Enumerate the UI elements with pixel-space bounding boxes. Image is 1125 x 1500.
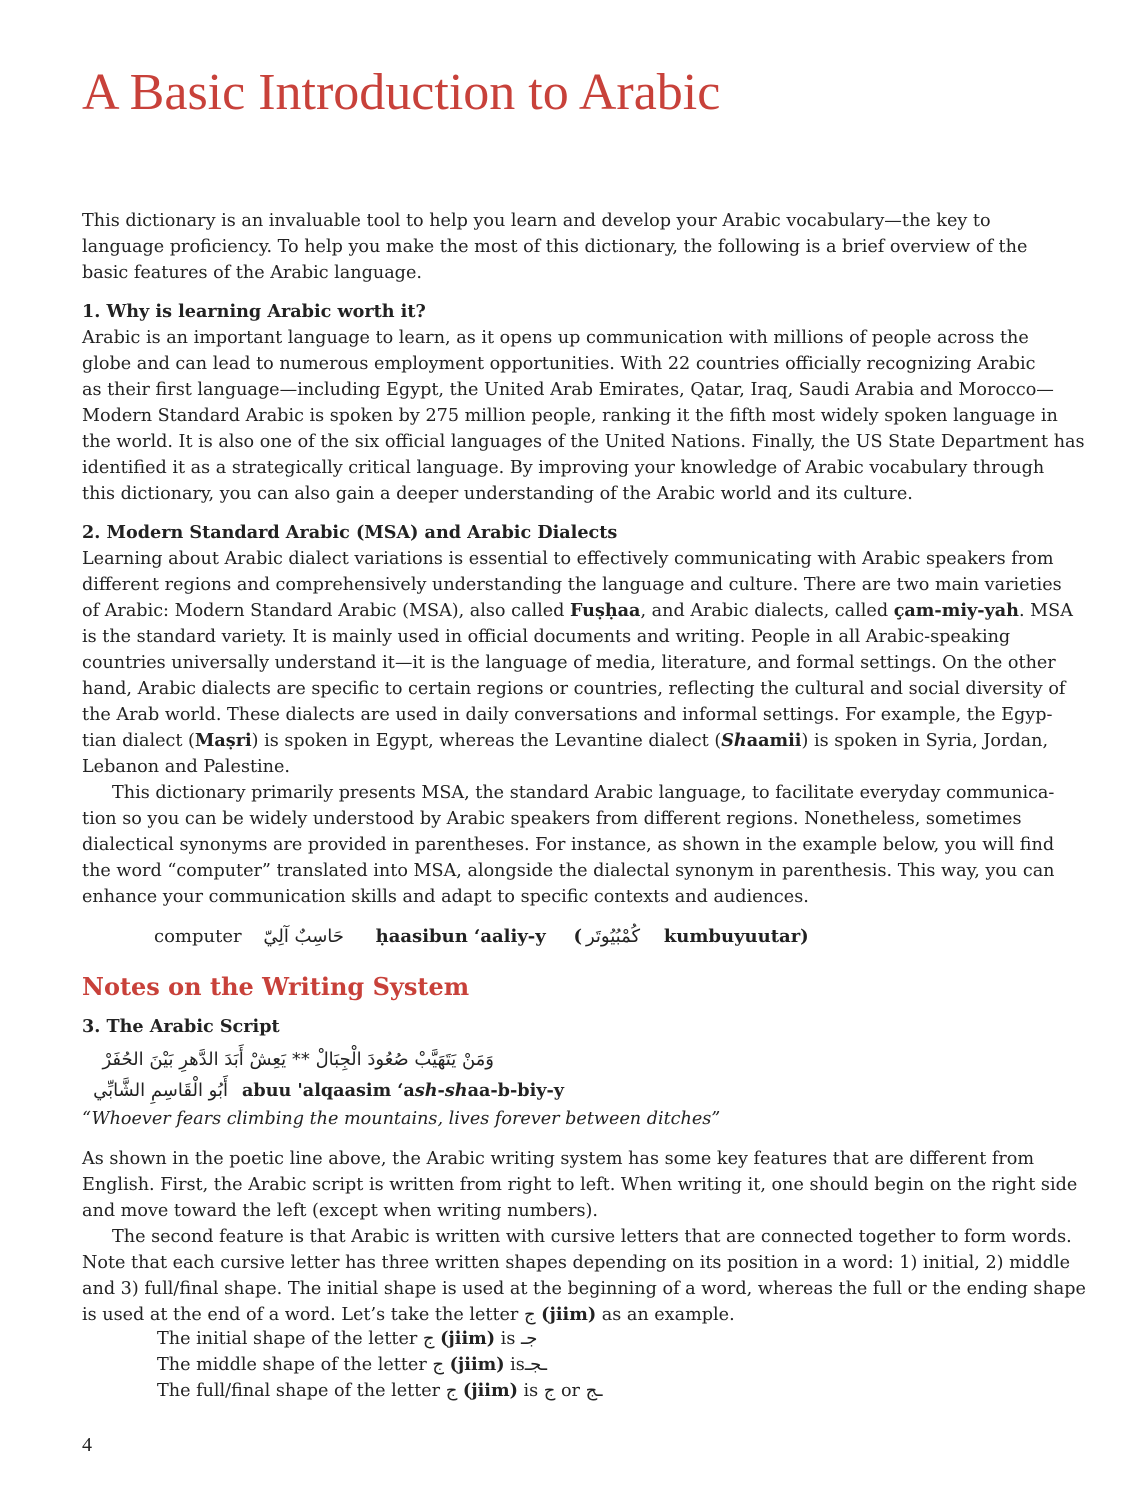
jiim-final-shape: ج [543, 1380, 556, 1401]
section-1-line: Arabic is an important language to learn, as it opens up communication with millions of people across the [82, 328, 1029, 348]
text-run: The initial shape of the letter [157, 1329, 423, 1349]
example-english: computer [154, 926, 242, 947]
section-3-line: English. First, the Arabic script is written from right to left. When writing it, one should begin on the right side [82, 1175, 1078, 1195]
jiim-initial-shape: جـ [520, 1328, 538, 1349]
section-2-line [82, 598, 1073, 624]
text-run: The full/final shape of the letter [157, 1381, 446, 1401]
section-3-line: Note that each cursive letter has three written shapes depending on its position in a word: 1) initial, 2) middle [82, 1253, 1071, 1273]
section-2-para2-line: This dictionary primarily presents MSA, the standard Arabic language, to facilitate everyday communica- [112, 783, 1055, 803]
section-2-line: the Arab world. These dialects are used in daily conversations and informal settings. For example, the Egyp- [82, 705, 1053, 725]
text-run: tian dialect ( [82, 731, 195, 751]
section-1-line: the world. It is also one of the six official languages of the United Nations. Finally, the US State Department has [82, 432, 1085, 452]
jiim-glyph: ج [422, 1328, 435, 1349]
jiim-final-shape-connected: ـج [585, 1380, 603, 1401]
section-3-line: and move toward the left (except when writing numbers). [82, 1201, 599, 1221]
section-1-line: identified it as a strategically critical language. By improving your knowledge of Arabic vocabulary through [82, 458, 1045, 478]
section-3-line: As shown in the poetic line above, the Arabic writing system has some key features that are different from [82, 1149, 1035, 1169]
term-camiyyah: çam-miy-yah [893, 600, 1019, 621]
section-2-line: Lebanon and Palestine. [82, 757, 291, 777]
term-fushaa: Fuṣḥaa [569, 600, 641, 621]
term-masri: Maṣri [194, 730, 252, 751]
section-2-line [82, 728, 1062, 754]
section-2-para2-line: the word “computer” translated into MSA, alongside the dialectal synonym in parenthesis. This way, you can [82, 861, 1055, 881]
shape-final-line [157, 1378, 602, 1404]
example-arabic-msa: حَاسِبٌ آلِيّ [263, 926, 344, 947]
term-shaamii-rest: aamii [746, 730, 802, 751]
page-title: A Basic Introduction to Arabic [82, 64, 721, 121]
section-2-line: hand, Arabic dialects are specific to certain regions or countries, reflecting the cultural and social diversity of [82, 679, 1066, 699]
text-run: is [517, 1381, 544, 1401]
text-run: ) is spoken in Syria, Jordan, [801, 731, 1049, 751]
intro-line: language proficiency. To help you make the most of this dictionary, the following is a brief overview of the [82, 237, 1028, 257]
section-2-line: is the standard variety. It is mainly used in official documents and writing. People in all Arabic-speaking [82, 627, 1011, 647]
section-1-line: globe and can lead to numerous employment opportunities. With 22 countries officially recognizing Arabic [82, 354, 1036, 374]
term-shaamii-italic: Sh [721, 730, 747, 751]
section-2-para2-line: dialectical synonyms are provided in parentheses. For instance, as shown in the example below, you will find [82, 835, 1055, 855]
example-arabic-dialect: كُمْبُيُوتَر [585, 926, 641, 947]
text-run: sh [414, 1080, 438, 1101]
jiim-glyph: ج [432, 1354, 444, 1375]
text-run: The middle shape of the letter [157, 1355, 433, 1375]
section-1-line: this dictionary, you can also gain a deeper understanding of the Arabic world and its culture. [82, 484, 913, 504]
section-3-heading: 3. The Arabic Script [82, 1016, 280, 1037]
section-2-heading: 2. Modern Standard Arabic (MSA) and Arabic Dialects [82, 522, 618, 543]
section-1-line: as their first language—including Egypt, the United Arab Emirates, Qatar, Iraq, Saudi Arabia and Morocco— [82, 380, 1054, 400]
jiim-middle-shape: ـجـ [524, 1354, 547, 1375]
notes-heading: Notes on the Writing System [82, 972, 470, 1001]
text-run: is [495, 1329, 521, 1349]
shape-middle-line [157, 1352, 602, 1378]
text-run: abuu 'alqaasim ‘a [242, 1080, 415, 1101]
example-translit-dialect: kumbuyuutar) [663, 926, 809, 947]
text-run: of Arabic: Modern Standard Arabic (MSA), also called [82, 601, 570, 621]
poem-quote: “Whoever fears climbing the mountains, lives forever between ditches” [82, 1109, 721, 1129]
section-3-heading-wrap [82, 1014, 1062, 1040]
section-msa-dialects [82, 520, 1073, 910]
poem-translation [82, 1106, 1062, 1132]
text-run: is [504, 1355, 525, 1375]
example-entry [154, 924, 809, 950]
letter-shapes [157, 1326, 602, 1404]
section-3-line: and 3) full/final shape. The initial shape is used at the beginning of a word, whereas the full or the ending shape [82, 1279, 1086, 1299]
section-3-line: The second feature is that Arabic is written with cursive letters that are connected together to form words. [112, 1227, 1072, 1247]
text-run: ) is spoken in Egypt, whereas the Levantine dialect ( [251, 731, 722, 751]
jiim-name: (jiim) [440, 1328, 496, 1349]
text-run: or [555, 1381, 586, 1401]
section-3-body [82, 1146, 1086, 1328]
intro-paragraph [82, 208, 1062, 286]
section-3-line [82, 1302, 1062, 1328]
section-why-arabic [82, 299, 1085, 507]
section-2-para2-line: tion so you can be widely understood by Arabic speakers from different regions. Nonetheless, sometimes [82, 809, 1022, 829]
section-2-line: countries universally understand it—it is the language of media, literature, and formal settings. On the other [82, 653, 1056, 673]
poet-attribution [242, 1078, 564, 1104]
example-translit-msa: ḥaasibun ‘aaliy-y [375, 926, 546, 947]
example-open-paren: ( [573, 926, 582, 947]
poet-name-arabic: أَبُو الْقَاسِمِ الشَّابِّي [93, 1080, 228, 1101]
jiim-name: (jiim) [462, 1380, 518, 1401]
section-1-heading: 1. Why is learning Arabic worth it? [82, 301, 426, 322]
text-run: as an example. [596, 1305, 735, 1325]
section-1-line: Modern Standard Arabic is spoken by 275 million people, ranking it the fifth most widely spoken language in [82, 406, 1058, 426]
text-run: sh [444, 1080, 468, 1101]
section-2-line: different regions and comprehensively understanding the language and culture. There are two main varieties [82, 575, 1062, 595]
text-run: is used at the end of a word. Let’s take the letter [82, 1305, 524, 1325]
text-run: , and Arabic dialects, called [640, 601, 894, 621]
jiim-name: (jiim) [449, 1354, 505, 1375]
jiim-glyph: ج [445, 1380, 458, 1401]
text-run: aa-b-biy-y [467, 1080, 565, 1101]
jiim-glyph: ج [523, 1304, 536, 1325]
poem-line: وَمَنْ يَتَهَيَّبْ صُعُودَ الْجِبَالْ ** يَعِشْ أَبَدَ الدَّهرِ بَيْنَ الحُفَرْ [102, 1049, 494, 1070]
intro-line: basic features of the Arabic language. [82, 263, 422, 283]
page-number: 4 [82, 1434, 92, 1456]
text-run: . MSA [1018, 601, 1073, 621]
intro-line: This dictionary is an invaluable tool to help you learn and develop your Arabic vocabulary—the key to [82, 211, 991, 231]
text-run: - [437, 1080, 445, 1101]
section-2-line: Learning about Arabic dialect variations is essential to effectively communicating with Arabic speakers from [82, 549, 1054, 569]
shape-initial-line [157, 1326, 602, 1352]
section-2-para2-line: enhance your communication skills and adapt to specific contexts and audiences. [82, 887, 809, 907]
jiim-name: (jiim) [541, 1304, 597, 1325]
